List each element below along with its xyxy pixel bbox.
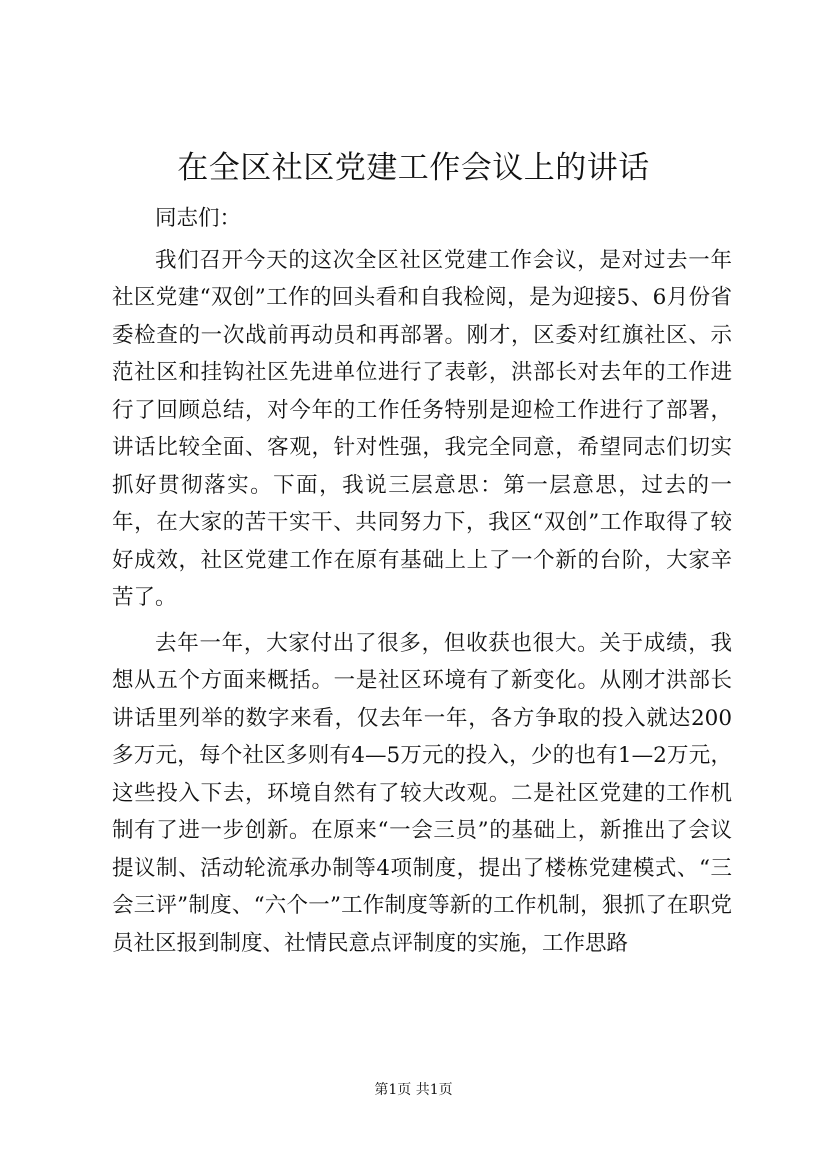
document-body xyxy=(112,200,732,962)
document-title: 在全区社区党建工作会议上的讲话 xyxy=(177,150,650,186)
paragraph-1: 我们召开今天的这次全区社区党建工作会议，是对过去一年社区党建“双创”工作的回头看和自我检阅，是为迎接5、6月份省委检查的一次战前再动员和再部署。刚才，区委对红旗社区、示范社区和挂钩社区先进单位进行了表彰，洪部长对去年的工作进行了回顾总结，对今年的工作任务特别是迎检工作进行了部署，讲话比较全面、客观，针对性强，我完全同意，希望同志们切实抓好贯彻落实。下面，我说三层意思：第一层意思，过去的一年，在大家的苦干实干、共同努力下，我区“双创”工作取得了较好成效，社区党建工作在原有基础上上了一个新的台阶，大家辛苦了。 xyxy=(112,247,732,610)
page-number-footer: 第1页 共1页 xyxy=(374,1082,453,1098)
paragraph-2: 去年一年，大家付出了很多，但收获也很大。关于成绩，我想从五个方面来概括。一是社区环境有了新变化。从刚才洪部长讲话里列举的数字来看，仅去年一年，各方争取的投入就达200多万元，每个社区多则有4—5万元的投入，少的也有1—2万元，这些投入下去，环境自然有了较大改观。二是社区党建的工作机制有了进一步创新。在原来“一会三员”的基础上，新推出了会议提议制、活动轮流承办制等4项制度，提出了楼栋党建模式、“三会三评”制度、“六个一”工作制度等新的工作机制，狠抓了在职党员社区报到制度、社情民意点评制度的实施，工作思路 xyxy=(112,630,732,956)
salutation: 同志们： xyxy=(155,206,242,231)
